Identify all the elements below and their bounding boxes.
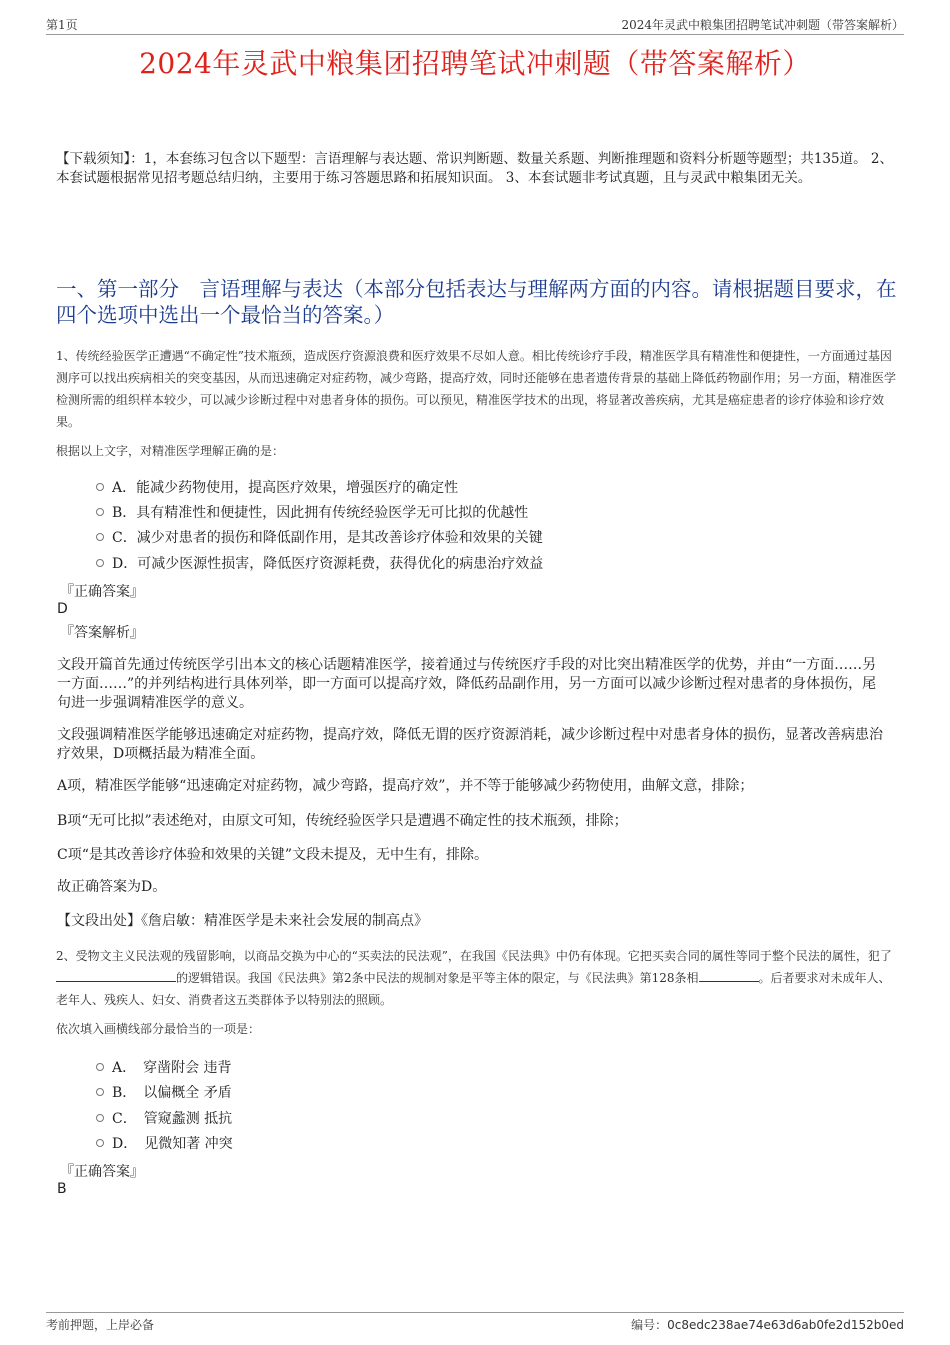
page-header — [46, 14, 904, 35]
option-label: B．具有精准性和便捷性，因此拥有传统经验医学无可比拟的优越性 — [112, 505, 529, 521]
q1-answer-label: 『正确答案』 — [60, 584, 144, 600]
q2-option-a[interactable] — [96, 1057, 232, 1077]
q2-text-part-1: 2、受物文主义民法观的残留影响，以商品交换为中心的“买卖法的民法观”，在我国《民法典》中仍有体现。它把买卖合同的属性等同于整个民法的属性，犯了 — [56, 949, 892, 963]
footer-code — [631, 1316, 904, 1333]
radio-icon[interactable] — [96, 1139, 104, 1147]
option-label: C． 管窥蠡测 抵抗 — [112, 1111, 233, 1127]
page-footer — [46, 1312, 904, 1332]
header-doc-title: 2024年灵武中粮集团招聘笔试冲刺题（带答案解析） — [621, 18, 904, 32]
document-title: 2024年灵武中粮集团招聘笔试冲刺题（带答案解析） — [139, 47, 811, 80]
q1-analysis-para-2: 文段强调精准医学能够迅速确定对症药物，提高疗效，降低无谓的医疗资源消耗，减少诊断过程中对患者身体的损伤，显著改善病患治疗效果，D项概括最为精准全面。 — [57, 727, 883, 762]
option-label: C．减少对患者的损伤和降低副作用，是其改善诊疗体验和效果的关键 — [112, 530, 543, 546]
question-1-prompt: 根据以上文字，对精准医学理解正确的是： — [56, 444, 285, 458]
page-number: 第1页 — [46, 18, 78, 32]
radio-icon[interactable] — [96, 559, 104, 567]
radio-icon[interactable] — [96, 508, 104, 516]
q1-option-c[interactable] — [96, 527, 543, 547]
q1-analysis-para-1: 文段开篇首先通过传统医学引出本文的核心话题精准医学，接着通过与传统医疗手段的对比突出精准医学的优势，并由“一方面……另一方面……”的并列结构进行具体列举，即一方面可以提高疗效，降低药品副作用，另一方面可以减少诊断过程对患者的身体损伤，尾句进一步强调精准医学的意义。 — [57, 657, 877, 711]
fill-blank-1 — [56, 967, 176, 982]
option-label: A． 穿凿附会 违背 — [112, 1060, 232, 1076]
code-value: 0c8edc238ae74e63d6ab0fe2d152b0ed — [667, 1318, 904, 1332]
q2-text-part-2: 的逻辑错误。我国《民法典》第2条中民法的规制对象是平等主体的限定，与《民法典》第128条相 — [176, 971, 699, 985]
q1-source: 【文段出处】《詹启敏：精准医学是未来社会发展的制高点》 — [57, 913, 428, 929]
q1-analysis-label: 『答案解析』 — [60, 625, 144, 641]
q2-option-b[interactable] — [96, 1082, 232, 1102]
fill-blank-2 — [699, 967, 759, 982]
q2-text-part-3: 。后者要求对未成年人、老年人、残疾人、妇女、消费者这五类群体予以特别法的照顾。 — [56, 971, 891, 1007]
option-label: D．可减少医源性损害，降低医疗资源耗费，获得优化的病患治疗效益 — [112, 556, 544, 572]
footer-slogan: 考前押题，上岸必备 — [46, 1318, 155, 1332]
q2-option-c[interactable] — [96, 1108, 232, 1128]
q1-analysis-para-3: A项，精准医学能够“迅速确定对症药物，减少弯路，提高疗效”，并不等于能够减少药物使用，曲解文意，排除； — [57, 778, 754, 794]
q1-option-d[interactable] — [96, 553, 543, 573]
download-notice: 【下载须知】：1，本套练习包含以下题型：言语理解与表达题、常识判断题、数量关系题、判断推理题和资料分析题等题型；共135道。 2、本套试题根据常见招考题总结归纳，主要用于练习答题思路和拓展知识面。 3、本套试题非考试真题，且与灵武中粮集团无关。 — [56, 151, 893, 186]
q1-answer: D — [57, 601, 68, 617]
q1-analysis-para-6: 故正确答案为D。 — [57, 879, 167, 895]
q2-option-d[interactable] — [96, 1133, 233, 1153]
question-1-text: 1、传统经验医学正遭遇“不确定性”技术瓶颈，造成医疗资源浪费和医疗效果不尽如人意。相比传统诊疗手段，精准医学具有精准性和便捷性，一方面通过基因测序可以找出疾病相关的突变基因，从而迅速确定对症药物，减少弯路，提高疗效，同时还能够在患者遗传背景的基础上降低药物副作用；另一方面，精准医学检测所需的组织样本较少，可以减少诊断过程中对患者身体的损伤。可以预见，精准医学技术的出现，将显著改善疾病，尤其是癌症患者的诊疗体验和诊疗效果。 — [56, 349, 897, 429]
radio-icon[interactable] — [96, 1114, 104, 1122]
radio-icon[interactable] — [96, 483, 104, 491]
q2-answer-label: 『正确答案』 — [60, 1164, 144, 1180]
radio-icon[interactable] — [96, 533, 104, 541]
radio-icon[interactable] — [96, 1088, 104, 1096]
q2-answer: B — [57, 1181, 67, 1197]
option-label: B． 以偏概全 矛盾 — [112, 1085, 232, 1101]
code-label: 编号： — [631, 1318, 668, 1332]
question-2-text — [56, 945, 902, 1011]
q1-option-a[interactable] — [96, 477, 458, 497]
option-label: A．能减少药物使用，提高医疗效果，增强医疗的确定性 — [112, 480, 459, 496]
q1-analysis-para-4: B项“无可比拟”表述绝对，由原文可知，传统经验医学只是遭遇不确定性的技术瓶颈，排除； — [57, 813, 628, 829]
section-heading: 一、第一部分 言语理解与表达（本部分包括表达与理解两方面的内容。请根据题目要求，在四个选项中选出一个最恰当的答案。） — [56, 277, 897, 327]
radio-icon[interactable] — [96, 1063, 104, 1071]
q1-option-b[interactable] — [96, 502, 528, 522]
question-2-prompt: 依次填入画横线部分最恰当的一项是： — [56, 1022, 261, 1036]
option-label: D． 见微知著 冲突 — [112, 1136, 233, 1152]
q1-analysis-para-5: C项“是其改善诊疗体验和效果的关键”文段未提及，无中生有，排除。 — [57, 847, 489, 863]
